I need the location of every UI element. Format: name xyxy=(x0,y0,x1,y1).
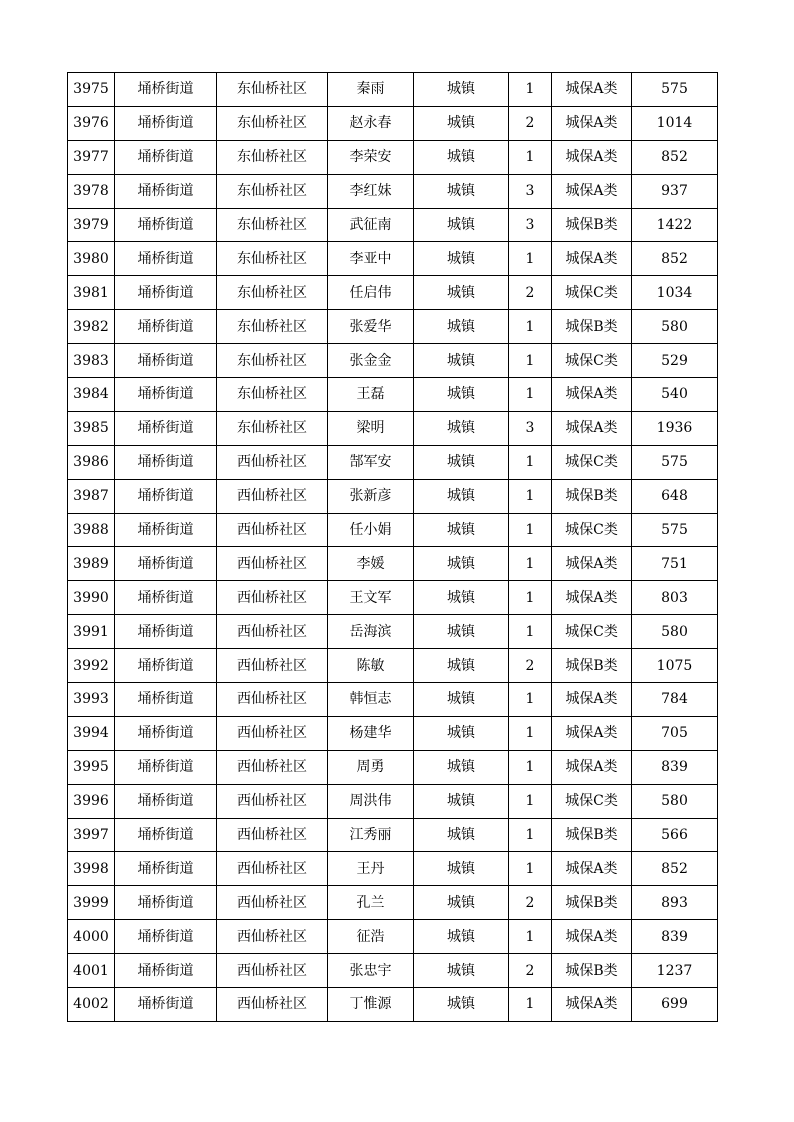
area-type-cell: 城镇 xyxy=(414,378,509,412)
table-row xyxy=(68,513,718,547)
name-cell: 韩恒志 xyxy=(328,683,414,717)
serial-number-cell: 3977 xyxy=(68,140,115,174)
amount-cell: 580 xyxy=(632,784,718,818)
table-row xyxy=(68,954,718,988)
area-type-cell: 城镇 xyxy=(414,683,509,717)
serial-number-cell: 3987 xyxy=(68,479,115,513)
amount-cell: 580 xyxy=(632,310,718,344)
serial-number-cell: 3988 xyxy=(68,513,115,547)
insurance-category-cell: 城保A类 xyxy=(552,683,632,717)
community-cell: 西仙桥社区 xyxy=(217,818,328,852)
street-cell: 埇桥街道 xyxy=(115,615,217,649)
community-cell: 西仙桥社区 xyxy=(217,547,328,581)
household-size-cell: 2 xyxy=(509,954,552,988)
household-size-cell: 1 xyxy=(509,716,552,750)
community-cell: 东仙桥社区 xyxy=(217,208,328,242)
amount-cell: 1237 xyxy=(632,954,718,988)
serial-number-cell: 3995 xyxy=(68,750,115,784)
table-row xyxy=(68,683,718,717)
name-cell: 赵永春 xyxy=(328,106,414,140)
amount-cell: 566 xyxy=(632,818,718,852)
amount-cell: 580 xyxy=(632,615,718,649)
table-row xyxy=(68,649,718,683)
name-cell: 孔兰 xyxy=(328,886,414,920)
table-row xyxy=(68,276,718,310)
community-cell: 西仙桥社区 xyxy=(217,445,328,479)
name-cell: 张新彦 xyxy=(328,479,414,513)
amount-cell: 839 xyxy=(632,920,718,954)
amount-cell: 852 xyxy=(632,242,718,276)
amount-cell: 1014 xyxy=(632,106,718,140)
serial-number-cell: 3976 xyxy=(68,106,115,140)
name-cell: 张忠宇 xyxy=(328,954,414,988)
serial-number-cell: 3998 xyxy=(68,852,115,886)
street-cell: 埇桥街道 xyxy=(115,378,217,412)
area-type-cell: 城镇 xyxy=(414,479,509,513)
community-cell: 西仙桥社区 xyxy=(217,784,328,818)
insurance-category-cell: 城保A类 xyxy=(552,581,632,615)
area-type-cell: 城镇 xyxy=(414,988,509,1022)
amount-cell: 575 xyxy=(632,73,718,107)
serial-number-cell: 3999 xyxy=(68,886,115,920)
street-cell: 埇桥街道 xyxy=(115,140,217,174)
insurance-category-cell: 城保B类 xyxy=(552,954,632,988)
insurance-category-cell: 城保C类 xyxy=(552,276,632,310)
table-row xyxy=(68,479,718,513)
serial-number-cell: 3980 xyxy=(68,242,115,276)
insurance-category-cell: 城保A类 xyxy=(552,920,632,954)
name-cell: 王丹 xyxy=(328,852,414,886)
area-type-cell: 城镇 xyxy=(414,615,509,649)
name-cell: 王磊 xyxy=(328,378,414,412)
amount-cell: 852 xyxy=(632,852,718,886)
household-size-cell: 1 xyxy=(509,818,552,852)
community-cell: 东仙桥社区 xyxy=(217,411,328,445)
serial-number-cell: 3992 xyxy=(68,649,115,683)
street-cell: 埇桥街道 xyxy=(115,208,217,242)
area-type-cell: 城镇 xyxy=(414,784,509,818)
area-type-cell: 城镇 xyxy=(414,208,509,242)
area-type-cell: 城镇 xyxy=(414,716,509,750)
insurance-category-cell: 城保A类 xyxy=(552,106,632,140)
area-type-cell: 城镇 xyxy=(414,344,509,378)
serial-number-cell: 3982 xyxy=(68,310,115,344)
serial-number-cell: 3984 xyxy=(68,378,115,412)
community-cell: 东仙桥社区 xyxy=(217,73,328,107)
insurance-category-cell: 城保A类 xyxy=(552,140,632,174)
serial-number-cell: 3985 xyxy=(68,411,115,445)
table-row xyxy=(68,547,718,581)
table-row xyxy=(68,73,718,107)
community-cell: 东仙桥社区 xyxy=(217,242,328,276)
insurance-category-cell: 城保B类 xyxy=(552,479,632,513)
street-cell: 埇桥街道 xyxy=(115,547,217,581)
name-cell: 郜军安 xyxy=(328,445,414,479)
table-row xyxy=(68,818,718,852)
household-size-cell: 1 xyxy=(509,73,552,107)
amount-cell: 1936 xyxy=(632,411,718,445)
insurance-category-cell: 城保C类 xyxy=(552,445,632,479)
serial-number-cell: 3994 xyxy=(68,716,115,750)
amount-cell: 699 xyxy=(632,988,718,1022)
insurance-category-cell: 城保C类 xyxy=(552,615,632,649)
area-type-cell: 城镇 xyxy=(414,411,509,445)
insurance-category-cell: 城保C类 xyxy=(552,513,632,547)
area-type-cell: 城镇 xyxy=(414,140,509,174)
serial-number-cell: 3996 xyxy=(68,784,115,818)
serial-number-cell: 3990 xyxy=(68,581,115,615)
household-size-cell: 3 xyxy=(509,411,552,445)
household-size-cell: 1 xyxy=(509,344,552,378)
community-cell: 西仙桥社区 xyxy=(217,513,328,547)
amount-cell: 575 xyxy=(632,445,718,479)
table-row xyxy=(68,615,718,649)
name-cell: 岳海滨 xyxy=(328,615,414,649)
amount-cell: 937 xyxy=(632,174,718,208)
community-cell: 东仙桥社区 xyxy=(217,378,328,412)
insurance-category-cell: 城保A类 xyxy=(552,547,632,581)
name-cell: 李红妹 xyxy=(328,174,414,208)
area-type-cell: 城镇 xyxy=(414,73,509,107)
community-cell: 西仙桥社区 xyxy=(217,750,328,784)
household-size-cell: 1 xyxy=(509,479,552,513)
street-cell: 埇桥街道 xyxy=(115,581,217,615)
name-cell: 李荣安 xyxy=(328,140,414,174)
table-row xyxy=(68,344,718,378)
area-type-cell: 城镇 xyxy=(414,649,509,683)
amount-cell: 839 xyxy=(632,750,718,784)
community-cell: 西仙桥社区 xyxy=(217,649,328,683)
amount-cell: 575 xyxy=(632,513,718,547)
street-cell: 埇桥街道 xyxy=(115,310,217,344)
insurance-category-cell: 城保C类 xyxy=(552,784,632,818)
community-cell: 西仙桥社区 xyxy=(217,716,328,750)
community-cell: 西仙桥社区 xyxy=(217,852,328,886)
amount-cell: 784 xyxy=(632,683,718,717)
serial-number-cell: 3993 xyxy=(68,683,115,717)
serial-number-cell: 4002 xyxy=(68,988,115,1022)
community-cell: 东仙桥社区 xyxy=(217,140,328,174)
insurance-category-cell: 城保A类 xyxy=(552,716,632,750)
street-cell: 埇桥街道 xyxy=(115,513,217,547)
area-type-cell: 城镇 xyxy=(414,174,509,208)
street-cell: 埇桥街道 xyxy=(115,276,217,310)
insurance-category-cell: 城保B类 xyxy=(552,886,632,920)
area-type-cell: 城镇 xyxy=(414,310,509,344)
street-cell: 埇桥街道 xyxy=(115,174,217,208)
name-cell: 王文军 xyxy=(328,581,414,615)
amount-cell: 803 xyxy=(632,581,718,615)
insurance-category-cell: 城保B类 xyxy=(552,818,632,852)
street-cell: 埇桥街道 xyxy=(115,649,217,683)
household-size-cell: 3 xyxy=(509,208,552,242)
table-row xyxy=(68,174,718,208)
community-cell: 西仙桥社区 xyxy=(217,988,328,1022)
serial-number-cell: 3981 xyxy=(68,276,115,310)
area-type-cell: 城镇 xyxy=(414,276,509,310)
street-cell: 埇桥街道 xyxy=(115,344,217,378)
name-cell: 丁惟源 xyxy=(328,988,414,1022)
community-cell: 东仙桥社区 xyxy=(217,344,328,378)
serial-number-cell: 3986 xyxy=(68,445,115,479)
area-type-cell: 城镇 xyxy=(414,750,509,784)
name-cell: 张金金 xyxy=(328,344,414,378)
street-cell: 埇桥街道 xyxy=(115,818,217,852)
community-cell: 西仙桥社区 xyxy=(217,886,328,920)
household-size-cell: 1 xyxy=(509,378,552,412)
serial-number-cell: 3991 xyxy=(68,615,115,649)
insurance-category-cell: 城保C类 xyxy=(552,344,632,378)
household-size-cell: 1 xyxy=(509,445,552,479)
amount-cell: 1075 xyxy=(632,649,718,683)
household-size-cell: 1 xyxy=(509,547,552,581)
amount-cell: 540 xyxy=(632,378,718,412)
household-size-cell: 1 xyxy=(509,615,552,649)
amount-cell: 1422 xyxy=(632,208,718,242)
area-type-cell: 城镇 xyxy=(414,445,509,479)
insurance-category-cell: 城保B类 xyxy=(552,208,632,242)
community-cell: 西仙桥社区 xyxy=(217,615,328,649)
street-cell: 埇桥街道 xyxy=(115,886,217,920)
amount-cell: 648 xyxy=(632,479,718,513)
insurance-category-cell: 城保A类 xyxy=(552,750,632,784)
street-cell: 埇桥街道 xyxy=(115,683,217,717)
insurance-category-cell: 城保A类 xyxy=(552,242,632,276)
street-cell: 埇桥街道 xyxy=(115,106,217,140)
street-cell: 埇桥街道 xyxy=(115,479,217,513)
table-row xyxy=(68,784,718,818)
household-size-cell: 2 xyxy=(509,649,552,683)
area-type-cell: 城镇 xyxy=(414,818,509,852)
household-size-cell: 3 xyxy=(509,174,552,208)
serial-number-cell: 3983 xyxy=(68,344,115,378)
household-size-cell: 1 xyxy=(509,513,552,547)
name-cell: 杨建华 xyxy=(328,716,414,750)
area-type-cell: 城镇 xyxy=(414,852,509,886)
amount-cell: 529 xyxy=(632,344,718,378)
table-body xyxy=(68,73,718,1022)
street-cell: 埇桥街道 xyxy=(115,411,217,445)
insurance-category-cell: 城保A类 xyxy=(552,378,632,412)
street-cell: 埇桥街道 xyxy=(115,750,217,784)
insurance-category-cell: 城保B类 xyxy=(552,649,632,683)
name-cell: 陈敏 xyxy=(328,649,414,683)
serial-number-cell: 4001 xyxy=(68,954,115,988)
serial-number-cell: 4000 xyxy=(68,920,115,954)
area-type-cell: 城镇 xyxy=(414,547,509,581)
name-cell: 周洪伟 xyxy=(328,784,414,818)
table-row xyxy=(68,852,718,886)
name-cell: 征浩 xyxy=(328,920,414,954)
amount-cell: 751 xyxy=(632,547,718,581)
street-cell: 埇桥街道 xyxy=(115,852,217,886)
table-row xyxy=(68,242,718,276)
community-cell: 西仙桥社区 xyxy=(217,479,328,513)
amount-cell: 705 xyxy=(632,716,718,750)
name-cell: 李亚中 xyxy=(328,242,414,276)
table-row xyxy=(68,445,718,479)
name-cell: 任启伟 xyxy=(328,276,414,310)
serial-number-cell: 3975 xyxy=(68,73,115,107)
community-cell: 西仙桥社区 xyxy=(217,920,328,954)
name-cell: 秦雨 xyxy=(328,73,414,107)
table-row xyxy=(68,988,718,1022)
insurance-category-cell: 城保A类 xyxy=(552,411,632,445)
community-cell: 西仙桥社区 xyxy=(217,954,328,988)
name-cell: 梁明 xyxy=(328,411,414,445)
amount-cell: 893 xyxy=(632,886,718,920)
household-size-cell: 1 xyxy=(509,581,552,615)
community-cell: 东仙桥社区 xyxy=(217,174,328,208)
area-type-cell: 城镇 xyxy=(414,242,509,276)
household-size-cell: 2 xyxy=(509,106,552,140)
serial-number-cell: 3979 xyxy=(68,208,115,242)
household-size-cell: 1 xyxy=(509,242,552,276)
name-cell: 江秀丽 xyxy=(328,818,414,852)
beneficiary-table xyxy=(67,72,718,1022)
insurance-category-cell: 城保A类 xyxy=(552,852,632,886)
area-type-cell: 城镇 xyxy=(414,581,509,615)
community-cell: 东仙桥社区 xyxy=(217,106,328,140)
household-size-cell: 1 xyxy=(509,784,552,818)
insurance-category-cell: 城保A类 xyxy=(552,174,632,208)
amount-cell: 852 xyxy=(632,140,718,174)
table-row xyxy=(68,378,718,412)
street-cell: 埇桥街道 xyxy=(115,954,217,988)
table-row xyxy=(68,886,718,920)
area-type-cell: 城镇 xyxy=(414,513,509,547)
household-size-cell: 1 xyxy=(509,920,552,954)
community-cell: 西仙桥社区 xyxy=(217,581,328,615)
household-size-cell: 2 xyxy=(509,886,552,920)
community-cell: 东仙桥社区 xyxy=(217,276,328,310)
table-row xyxy=(68,411,718,445)
table-row xyxy=(68,920,718,954)
name-cell: 任小娟 xyxy=(328,513,414,547)
street-cell: 埇桥街道 xyxy=(115,445,217,479)
area-type-cell: 城镇 xyxy=(414,920,509,954)
street-cell: 埇桥街道 xyxy=(115,716,217,750)
name-cell: 李媛 xyxy=(328,547,414,581)
street-cell: 埇桥街道 xyxy=(115,242,217,276)
insurance-category-cell: 城保A类 xyxy=(552,73,632,107)
insurance-category-cell: 城保A类 xyxy=(552,988,632,1022)
table-row xyxy=(68,581,718,615)
household-size-cell: 1 xyxy=(509,988,552,1022)
community-cell: 西仙桥社区 xyxy=(217,683,328,717)
household-size-cell: 1 xyxy=(509,852,552,886)
serial-number-cell: 3978 xyxy=(68,174,115,208)
serial-number-cell: 3997 xyxy=(68,818,115,852)
street-cell: 埇桥街道 xyxy=(115,988,217,1022)
household-size-cell: 2 xyxy=(509,276,552,310)
name-cell: 张爱华 xyxy=(328,310,414,344)
street-cell: 埇桥街道 xyxy=(115,784,217,818)
table-row xyxy=(68,106,718,140)
table-row xyxy=(68,208,718,242)
insurance-category-cell: 城保B类 xyxy=(552,310,632,344)
household-size-cell: 1 xyxy=(509,310,552,344)
table-row xyxy=(68,140,718,174)
serial-number-cell: 3989 xyxy=(68,547,115,581)
street-cell: 埇桥街道 xyxy=(115,73,217,107)
amount-cell: 1034 xyxy=(632,276,718,310)
community-cell: 东仙桥社区 xyxy=(217,310,328,344)
household-size-cell: 1 xyxy=(509,140,552,174)
name-cell: 周勇 xyxy=(328,750,414,784)
table-row xyxy=(68,716,718,750)
name-cell: 武征南 xyxy=(328,208,414,242)
table-row xyxy=(68,310,718,344)
area-type-cell: 城镇 xyxy=(414,954,509,988)
table-row xyxy=(68,750,718,784)
household-size-cell: 1 xyxy=(509,683,552,717)
household-size-cell: 1 xyxy=(509,750,552,784)
street-cell: 埇桥街道 xyxy=(115,920,217,954)
area-type-cell: 城镇 xyxy=(414,886,509,920)
area-type-cell: 城镇 xyxy=(414,106,509,140)
